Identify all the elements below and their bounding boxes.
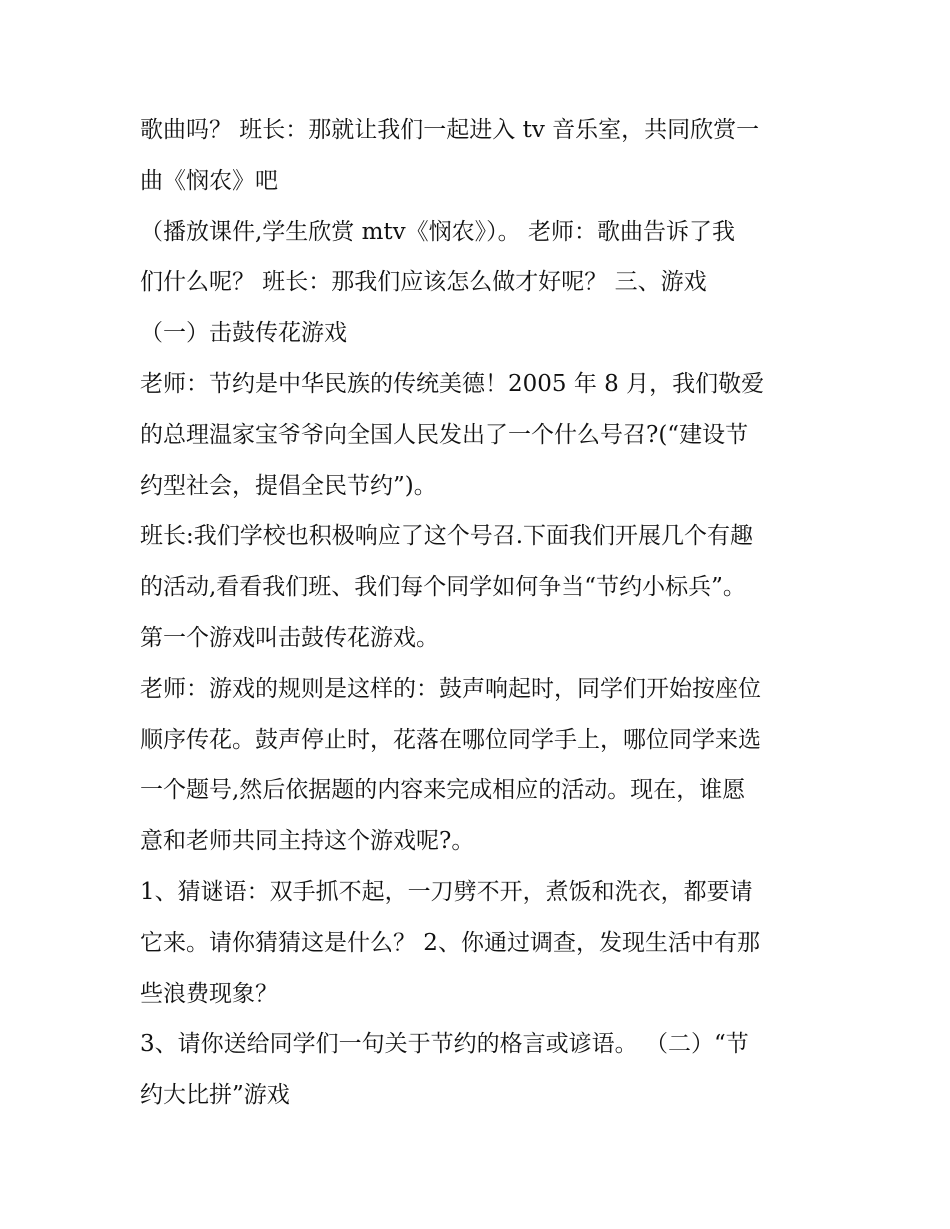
text-line: 的活动,看看我们班、我们每个同学如何争当“节约小标兵”。 [140, 574, 746, 601]
text-line: 顺序传花。鼓声停止时，花落在哪位同学手上，哪位同学来选 [140, 726, 761, 753]
text-line: 的总理温家宝爷爷向全国人民发出了一个什么号召?(“建设节 [140, 421, 749, 448]
text-line: 它来。请你猜猜这是什么？ 2、你通过调查，发现生活中有那 [140, 929, 760, 956]
text-line: 约型社会，提倡全民节约”)。 [140, 472, 437, 499]
text-line: 们什么呢？ 班长：那我们应该怎么做才好呢？ 三、游戏 [140, 269, 707, 296]
text-line: 1、猜谜语：双手抓不起，一刀劈不开，煮饭和洗衣，都要请 [140, 878, 753, 905]
text-line: 约大比拼”游戏 [140, 1082, 290, 1109]
text-line: 老师：节约是中华民族的传统美德！2005 年 8 月，我们敬爱 [140, 370, 765, 397]
text-line: 曲《悯农》吧 [140, 167, 278, 194]
text-line: （一）击鼓传花游戏 [140, 320, 347, 347]
text-line: 老师：游戏的规则是这样的：鼓声响起时，同学们开始按座位 [140, 675, 761, 702]
text-line: 3、请你送给同学们一句关于节约的格言或谚语。 （二）“节 [140, 1031, 749, 1058]
text-line: 第一个游戏叫击鼓传花游戏。 [140, 624, 439, 651]
text-line: 歌曲吗？ 班长：那就让我们一起进入 tv 音乐室，共同欣赏一 [140, 117, 760, 143]
text-line: 意和老师共同主持这个游戏呢?。 [140, 828, 475, 855]
text-line: （播放课件,学生欣赏 mtv《悯农》）。 老师：歌曲告诉了我 [140, 218, 735, 245]
text-line: 一个题号,然后依据题的内容来完成相应的活动。现在，谁愿 [140, 777, 746, 804]
text-line: 班长:我们学校也积极响应了这个号召.下面我们开展几个有趣 [140, 523, 754, 550]
document-body [140, 105, 820, 1121]
text-line: 些浪费现象？ [140, 980, 278, 1007]
